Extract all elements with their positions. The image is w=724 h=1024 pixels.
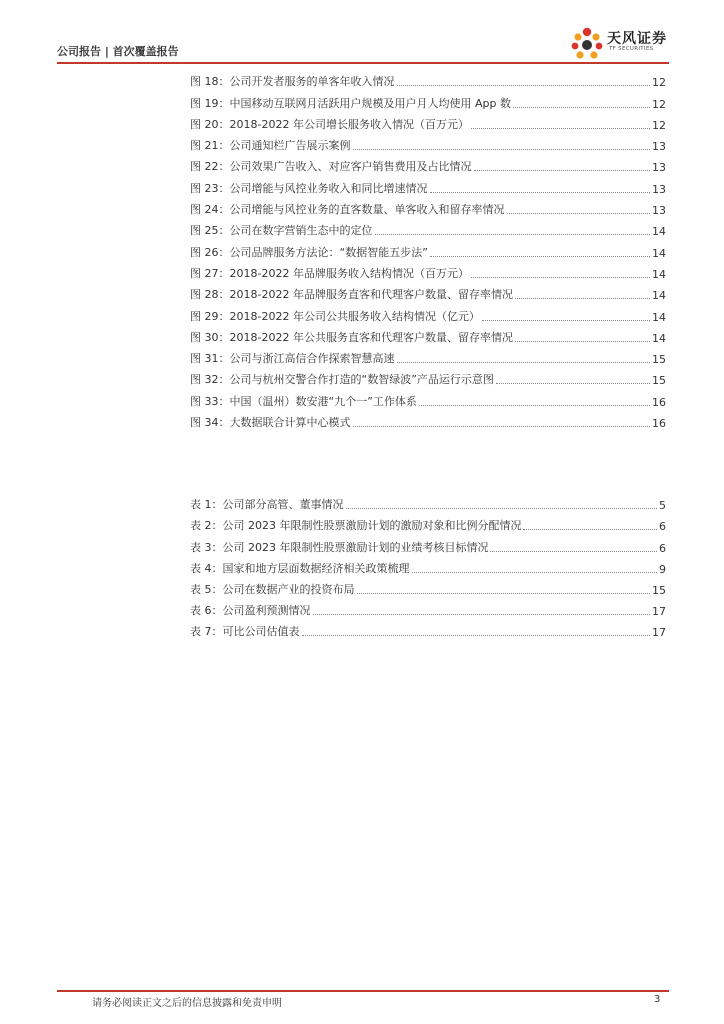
dot-leader	[302, 635, 651, 636]
page-header	[57, 31, 669, 64]
toc-entry-page: 17	[652, 605, 666, 619]
figure-index-entry[interactable]	[190, 238, 666, 259]
dot-leader	[490, 551, 657, 552]
figure-index-entry[interactable]	[190, 281, 666, 302]
toc-entry-label: 图 28：2018-2022 年品牌服务直客和代理客户数量、留存率情况	[190, 288, 513, 302]
toc-entry-page: 12	[652, 76, 666, 90]
toc-entry-page: 13	[652, 182, 666, 196]
figure-index-entry[interactable]	[190, 196, 666, 217]
toc-entry-label: 图 19：中国移动互联网月活跃用户规模及用户月人均使用 App 数	[190, 96, 511, 110]
toc-entry-label: 图 30：2018-2022 年公共服务直客和代理客户数量、留存率情况	[190, 330, 513, 344]
toc-entry-label: 图 31：公司与浙江高信合作探索智慧高速	[190, 352, 395, 366]
toc-entry-page: 12	[652, 118, 666, 132]
toc-entry-label: 图 34：大数据联合计算中心模式	[190, 416, 351, 430]
toc-entry-page: 9	[659, 562, 666, 576]
dot-leader	[375, 234, 651, 235]
toc-entry-label: 图 25：公司在数字营销生态中的定位	[190, 224, 373, 238]
toc-entry-label: 图 23：公司增能与风控业务收入和同比增速情况	[190, 181, 428, 195]
tf-securities-logo-icon	[569, 26, 605, 62]
toc-entry-label: 图 22：公司效果广告收入、对应客户销售费用及占比情况	[190, 160, 472, 174]
dot-leader	[419, 405, 650, 406]
toc-entry-page: 14	[652, 310, 666, 324]
toc-entry-page: 13	[652, 140, 666, 154]
dot-leader	[313, 614, 651, 615]
toc-entry-label: 图 20：2018-2022 年公司增长服务收入情况（百万元）	[190, 117, 469, 131]
table-index-entry[interactable]	[190, 555, 666, 576]
toc-entry-page: 6	[659, 520, 666, 534]
toc-entry-label: 表 3：公司 2023 年限制性股票激励计划的业绩考核目标情况	[190, 540, 489, 554]
toc-entry-label: 表 7：可比公司估值表	[190, 625, 300, 639]
figure-index-entry[interactable]	[190, 132, 666, 153]
toc-entry-page: 14	[652, 246, 666, 260]
toc-entry-page: 6	[659, 541, 666, 555]
table-index-entry[interactable]	[190, 512, 666, 533]
figure-index-entry[interactable]	[190, 174, 666, 195]
company-logo	[569, 26, 669, 60]
page-number: 3	[654, 994, 661, 1005]
dot-leader	[412, 572, 658, 573]
toc-entry-page: 14	[652, 289, 666, 303]
table-index-entry[interactable]	[190, 491, 666, 512]
figure-index-entry[interactable]	[190, 68, 666, 89]
figure-index-entry[interactable]	[190, 366, 666, 387]
figure-index-entry[interactable]	[190, 217, 666, 238]
table-index-list	[190, 491, 666, 639]
toc-entry-page: 13	[652, 204, 666, 218]
dot-leader	[482, 320, 650, 321]
toc-entry-label: 表 5：公司在数据产业的投资布局	[190, 582, 355, 596]
dot-leader	[397, 362, 651, 363]
table-index-entry[interactable]	[190, 533, 666, 554]
footer-divider	[57, 990, 669, 992]
logo-english-text: TF SECURITIES	[609, 46, 654, 52]
toc-entry-page: 14	[652, 267, 666, 281]
figure-index-entry[interactable]	[190, 387, 666, 408]
toc-entry-page: 12	[652, 97, 666, 111]
toc-entry-page: 17	[652, 626, 666, 640]
toc-entry-label: 表 1：公司部分高管、董事情况	[190, 498, 344, 512]
toc-entry-page: 15	[652, 353, 666, 367]
figure-index-list	[190, 68, 666, 430]
figure-index-entry[interactable]	[190, 111, 666, 132]
table-index-entry[interactable]	[190, 576, 666, 597]
toc-entry-label: 图 26：公司品牌服务方法论：“数据智能五步法”	[190, 245, 428, 259]
dot-leader	[507, 213, 651, 214]
dot-leader	[346, 508, 658, 509]
dot-leader	[471, 128, 650, 129]
toc-entry-label: 表 6：公司盈利预测情况	[190, 604, 311, 618]
toc-entry-label: 表 4：国家和地方层面数据经济相关政策梳理	[190, 561, 410, 575]
figure-index-entry[interactable]	[190, 345, 666, 366]
toc-entry-label: 图 29：2018-2022 年公司公共服务收入结构情况（亿元）	[190, 309, 480, 323]
toc-entry-label: 图 32：公司与杭州交警合作打造的“数智绿波”产品运行示意图	[190, 373, 494, 387]
dot-leader	[523, 529, 657, 530]
toc-entry-label: 图 27：2018-2022 年品牌服务收入结构情况（百万元）	[190, 266, 469, 280]
toc-entry-label: 图 24：公司增能与风控业务的直客数量、单客收入和留存率情况	[190, 203, 505, 217]
figure-index-entry[interactable]	[190, 89, 666, 110]
toc-entry-page: 13	[652, 161, 666, 175]
dot-leader	[474, 170, 651, 171]
toc-entry-label: 图 33：中国（温州）数安港“九个一”工作体系	[190, 394, 417, 408]
dot-leader	[357, 593, 651, 594]
toc-entry-page: 16	[652, 417, 666, 431]
dot-leader	[515, 341, 650, 342]
toc-entry-label: 表 2：公司 2023 年限制性股票激励计划的激励对象和比例分配情况	[190, 519, 522, 533]
dot-leader	[353, 149, 651, 150]
figure-index-entry[interactable]	[190, 409, 666, 430]
toc-entry-label: 图 18：公司开发者服务的单客年收入情况	[190, 75, 395, 89]
toc-entry-page: 16	[652, 395, 666, 409]
toc-entry-page: 14	[652, 331, 666, 345]
toc-entry-label: 图 21：公司通知栏广告展示案例	[190, 139, 351, 153]
table-index-entry[interactable]	[190, 597, 666, 618]
dot-leader	[513, 107, 650, 108]
toc-entry-page: 14	[652, 225, 666, 239]
toc-entry-page: 15	[652, 583, 666, 597]
table-index-entry[interactable]	[190, 618, 666, 639]
figure-index-entry[interactable]	[190, 153, 666, 174]
dot-leader	[496, 383, 650, 384]
header-divider	[57, 62, 669, 64]
dot-leader	[430, 256, 650, 257]
figure-index-entry[interactable]	[190, 324, 666, 345]
dot-leader	[430, 192, 651, 193]
dot-leader	[397, 85, 651, 86]
figure-index-entry[interactable]	[190, 302, 666, 323]
report-type-title: 公司报告 | 首次覆盖报告	[57, 45, 179, 58]
dot-leader	[353, 426, 651, 427]
footer-disclaimer: 请务必阅读正文之后的信息披露和免责申明	[92, 998, 282, 1009]
logo-chinese-text: 天风证券	[607, 31, 667, 47]
toc-entry-page: 15	[652, 374, 666, 388]
toc-entry-page: 5	[659, 499, 666, 513]
dot-leader	[471, 277, 650, 278]
figure-index-entry[interactable]	[190, 260, 666, 281]
dot-leader	[515, 298, 650, 299]
